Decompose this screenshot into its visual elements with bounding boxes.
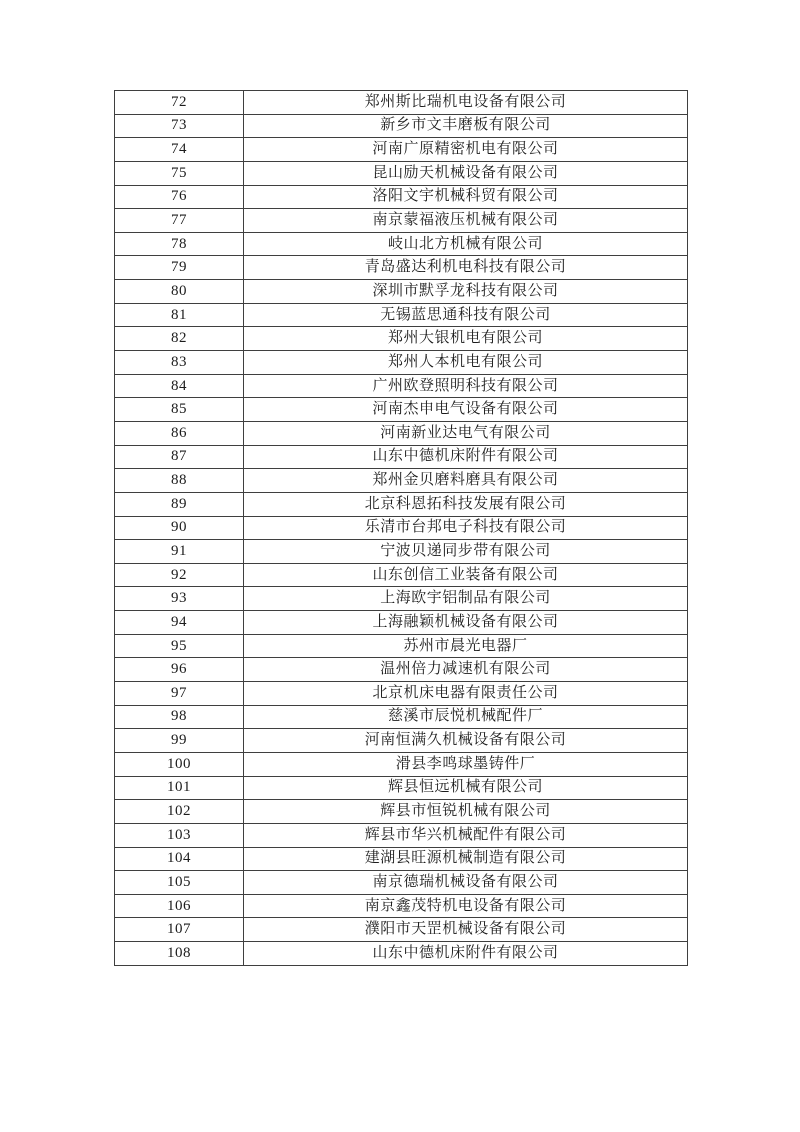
table-row <box>115 800 688 824</box>
row-number-cell: 101 <box>115 776 244 800</box>
row-number-cell: 78 <box>115 232 244 256</box>
company-name-cell: 郑州金贝磨料磨具有限公司 <box>244 469 688 493</box>
row-number-cell: 83 <box>115 351 244 375</box>
company-name-cell: 河南广原精密机电有限公司 <box>244 138 688 162</box>
row-number-cell: 80 <box>115 280 244 304</box>
table-row <box>115 847 688 871</box>
company-name-cell: 南京蒙福液压机械有限公司 <box>244 209 688 233</box>
row-number-cell: 85 <box>115 398 244 422</box>
row-number-cell: 103 <box>115 823 244 847</box>
row-number-cell: 102 <box>115 800 244 824</box>
table-row <box>115 232 688 256</box>
row-number-cell: 93 <box>115 587 244 611</box>
row-number-cell: 77 <box>115 209 244 233</box>
company-name-cell: 河南恒满久机械设备有限公司 <box>244 729 688 753</box>
row-number-cell: 73 <box>115 114 244 138</box>
table-row <box>115 185 688 209</box>
company-name-cell: 北京机床电器有限责任公司 <box>244 682 688 706</box>
table-row <box>115 752 688 776</box>
row-number-cell: 94 <box>115 611 244 635</box>
table-row <box>115 942 688 966</box>
table-row <box>115 658 688 682</box>
company-name-cell: 上海欧宇铝制品有限公司 <box>244 587 688 611</box>
row-number-cell: 100 <box>115 752 244 776</box>
table-row <box>115 634 688 658</box>
company-name-cell: 建湖县旺源机械制造有限公司 <box>244 847 688 871</box>
row-number-cell: 105 <box>115 871 244 895</box>
table-row <box>115 374 688 398</box>
table-row <box>115 871 688 895</box>
row-number-cell: 90 <box>115 516 244 540</box>
table-row <box>115 823 688 847</box>
row-number-cell: 96 <box>115 658 244 682</box>
row-number-cell: 86 <box>115 421 244 445</box>
company-name-cell: 昆山励天机械设备有限公司 <box>244 161 688 185</box>
company-name-cell: 南京德瑞机械设备有限公司 <box>244 871 688 895</box>
company-name-cell: 南京鑫茂特机电设备有限公司 <box>244 894 688 918</box>
company-name-cell: 岐山北方机械有限公司 <box>244 232 688 256</box>
company-name-cell: 慈溪市辰悦机械配件厂 <box>244 705 688 729</box>
table-row <box>115 729 688 753</box>
row-number-cell: 74 <box>115 138 244 162</box>
company-name-cell: 郑州大银机电有限公司 <box>244 327 688 351</box>
company-name-cell: 上海融颖机械设备有限公司 <box>244 611 688 635</box>
company-name-cell: 濮阳市天罡机械设备有限公司 <box>244 918 688 942</box>
row-number-cell: 95 <box>115 634 244 658</box>
company-name-cell: 山东中德机床附件有限公司 <box>244 445 688 469</box>
table-row <box>115 587 688 611</box>
row-number-cell: 79 <box>115 256 244 280</box>
company-name-cell: 新乡市文丰磨板有限公司 <box>244 114 688 138</box>
row-number-cell: 99 <box>115 729 244 753</box>
table-row <box>115 161 688 185</box>
row-number-cell: 89 <box>115 492 244 516</box>
row-number-cell: 88 <box>115 469 244 493</box>
row-number-cell: 106 <box>115 894 244 918</box>
company-name-cell: 宁波贝递同步带有限公司 <box>244 540 688 564</box>
company-name-cell: 河南杰申电气设备有限公司 <box>244 398 688 422</box>
table-row <box>115 91 688 115</box>
company-name-cell: 青岛盛达利机电科技有限公司 <box>244 256 688 280</box>
company-table-body <box>115 91 688 966</box>
row-number-cell: 72 <box>115 91 244 115</box>
row-number-cell: 81 <box>115 303 244 327</box>
company-name-cell: 辉县市恒锐机械有限公司 <box>244 800 688 824</box>
table-row <box>115 138 688 162</box>
company-name-cell: 辉县恒远机械有限公司 <box>244 776 688 800</box>
company-table <box>114 90 688 966</box>
company-name-cell: 苏州市晨光电器厂 <box>244 634 688 658</box>
company-name-cell: 辉县市华兴机械配件有限公司 <box>244 823 688 847</box>
table-row <box>115 894 688 918</box>
company-name-cell: 深圳市默孚龙科技有限公司 <box>244 280 688 304</box>
company-name-cell: 郑州人本机电有限公司 <box>244 351 688 375</box>
table-row <box>115 563 688 587</box>
table-row <box>115 611 688 635</box>
company-name-cell: 郑州斯比瑞机电设备有限公司 <box>244 91 688 115</box>
table-row <box>115 114 688 138</box>
table-row <box>115 445 688 469</box>
row-number-cell: 91 <box>115 540 244 564</box>
row-number-cell: 92 <box>115 563 244 587</box>
company-name-cell: 无锡蓝思通科技有限公司 <box>244 303 688 327</box>
table-row <box>115 492 688 516</box>
table-row <box>115 398 688 422</box>
table-row <box>115 280 688 304</box>
table-row <box>115 918 688 942</box>
row-number-cell: 104 <box>115 847 244 871</box>
row-number-cell: 84 <box>115 374 244 398</box>
company-name-cell: 洛阳文宇机械科贸有限公司 <box>244 185 688 209</box>
table-row <box>115 776 688 800</box>
row-number-cell: 98 <box>115 705 244 729</box>
company-name-cell: 乐清市台邦电子科技有限公司 <box>244 516 688 540</box>
table-row <box>115 327 688 351</box>
table-row <box>115 516 688 540</box>
company-name-cell: 河南新业达电气有限公司 <box>244 421 688 445</box>
table-row <box>115 421 688 445</box>
row-number-cell: 97 <box>115 682 244 706</box>
table-row <box>115 303 688 327</box>
table-row <box>115 540 688 564</box>
row-number-cell: 82 <box>115 327 244 351</box>
company-name-cell: 滑县李鸣球墨铸件厂 <box>244 752 688 776</box>
row-number-cell: 75 <box>115 161 244 185</box>
row-number-cell: 108 <box>115 942 244 966</box>
row-number-cell: 107 <box>115 918 244 942</box>
table-row <box>115 209 688 233</box>
table-row <box>115 682 688 706</box>
company-name-cell: 北京科恩拓科技发展有限公司 <box>244 492 688 516</box>
company-name-cell: 温州倍力减速机有限公司 <box>244 658 688 682</box>
row-number-cell: 76 <box>115 185 244 209</box>
table-row <box>115 351 688 375</box>
row-number-cell: 87 <box>115 445 244 469</box>
company-name-cell: 山东中德机床附件有限公司 <box>244 942 688 966</box>
table-row <box>115 469 688 493</box>
table-row <box>115 705 688 729</box>
company-name-cell: 广州欧登照明科技有限公司 <box>244 374 688 398</box>
table-row <box>115 256 688 280</box>
company-name-cell: 山东创信工业装备有限公司 <box>244 563 688 587</box>
